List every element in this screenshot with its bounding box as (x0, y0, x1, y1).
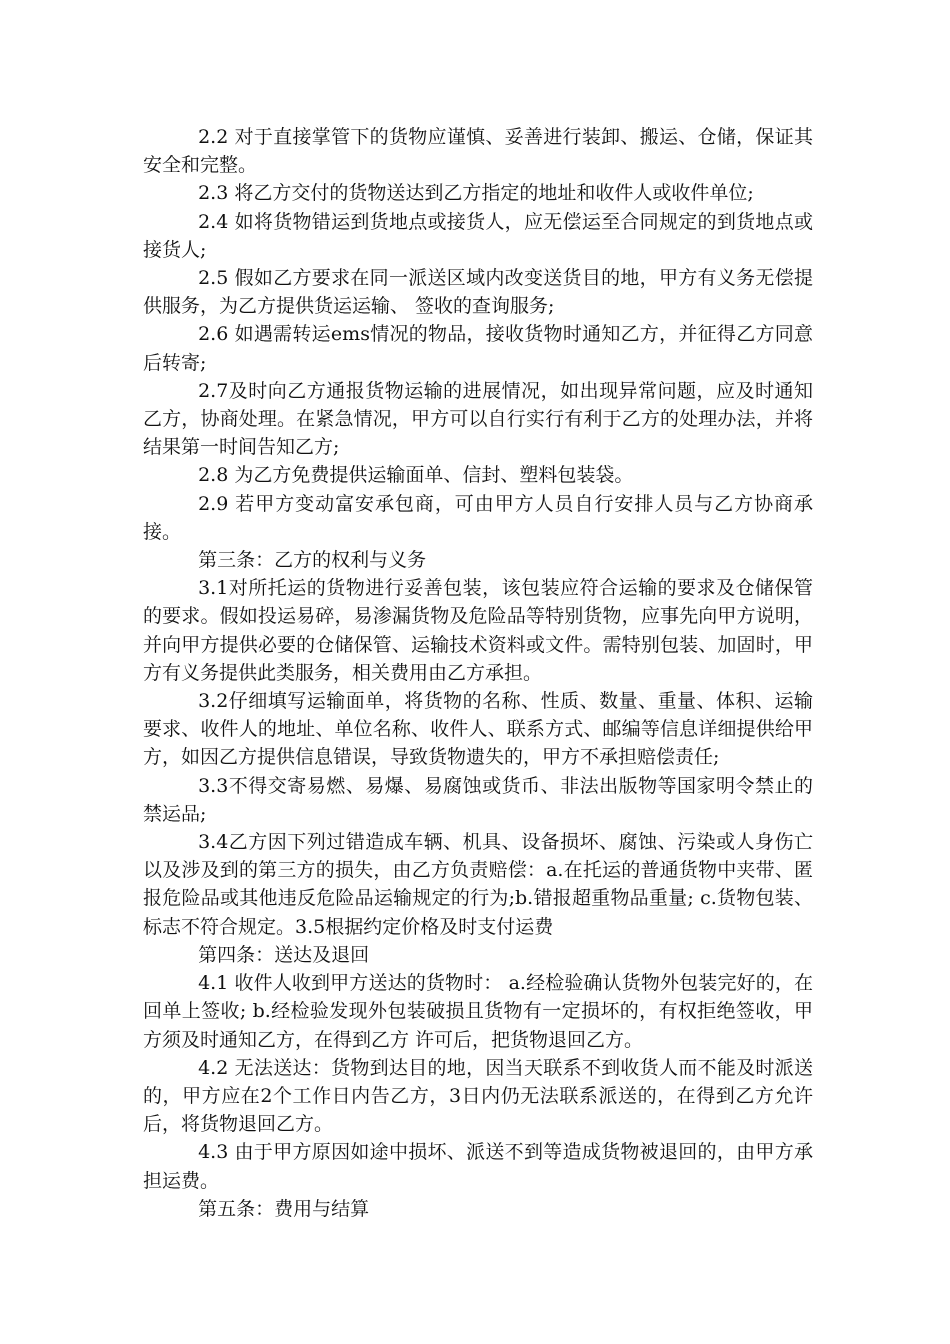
document-body (143, 123, 813, 1223)
clause-2-4: 2.4 如将货物错运到货地点或接货人，应无偿运至合同规定的到货地点或接货人; (143, 210, 813, 261)
clause-2-3: 2.3 将乙方交付的货物送达到乙方指定的地址和收件人或收件单位; (198, 182, 754, 205)
clause-3-1: 3.1对所托运的货物进行妥善包装，该包装应符合运输的要求及仓储保管的要求。假如投运易碎，易渗漏货物及危险品等特别货物，应事先向甲方说明，并向甲方提供必要的仓储保管、运输技术资料或文件。需特别包装、加固时，甲方有义务提供此类服务，相关费用由乙方承担。 (143, 577, 813, 684)
clause-4-2: 4.2 无法送达：货物到达目的地，因当天联系不到收货人而不能及时派送的，甲方应在2个工作日内告乙方，3日内仍无法联系派送的，在得到乙方允许后，将货物退回乙方。 (143, 1056, 813, 1136)
clause-2-5: 2.5 假如乙方要求在同一派送区域内改变送货目的地，甲方有义务无偿提供服务，为乙方提供货运运输、 签收的查询服务; (143, 267, 813, 318)
clause-2-9: 2.9 若甲方变动富安承包商，可由甲方人员自行安排人员与乙方协商承接。 (143, 492, 813, 543)
clause-2-2: 2.2 对于直接掌管下的货物应谨慎、妥善进行装卸、搬运、仓储，保证其安全和完整。 (143, 126, 813, 177)
article-4-heading: 第四条：送达及退回 (198, 943, 370, 966)
clause-3-2: 3.2仔细填写运输面单，将货物的名称、性质、数量、重量、体积、运输要求、收件人的地址、单位名称、收件人、联系方式、邮编等信息详细提供给甲方，如因乙方提供信息错误，导致货物遗失的，甲方不承担赔偿责任; (143, 690, 813, 769)
clause-3-3: 3.3不得交寄易燃、易爆、易腐蚀或货币、非法出版物等国家明令禁止的禁运品; (143, 774, 813, 825)
clause-2-6: 2.6 如遇需转运ems情况的物品，接收货物时通知乙方，并征得乙方同意后转寄; (143, 323, 813, 374)
clause-2-8: 2.8 为乙方免费提供运输面单、信封、塑料包装袋。 (198, 464, 634, 487)
article-3-heading: 第三条：乙方的权利与义务 (198, 549, 427, 572)
article-5-heading: 第五条：费用与结算 (198, 1197, 370, 1220)
clause-4-1: 4.1 收件人收到甲方送达的货物时： a.经检验确认货物外包装完好的，在回单上签收; b.经检验发现外包装破损且货物有一定损坏的，有权拒绝签收，甲方须及时通知乙方，在得到乙方 许可后，把货物退回乙方。 (143, 972, 813, 1051)
clause-2-7: 2.7及时向乙方通报货物运输的进展情况，如出现异常问题，应及时通知乙方，协商处理。在紧急情况，甲方可以自行实行有利于乙方的处理办法，并将结果第一时间告知乙方; (143, 379, 813, 459)
clause-3-4: 3.4乙方因下列过错造成车辆、机具、设备损坏、腐蚀、污染或人身伤亡以及涉及到的第三方的损失，由乙方负责赔偿：a.在托运的普通货物中夹带、匿报危险品或其他违反危险品运输规定的行为;b.错报超重物品重量; c.货物包装、标志不符合规定。3.5根据约定价格及时支付运费 (143, 831, 813, 938)
clause-4-3: 4.3 由于甲方原因如途中损坏、派送不到等造成货物被退回的，由甲方承担运费。 (143, 1141, 813, 1192)
